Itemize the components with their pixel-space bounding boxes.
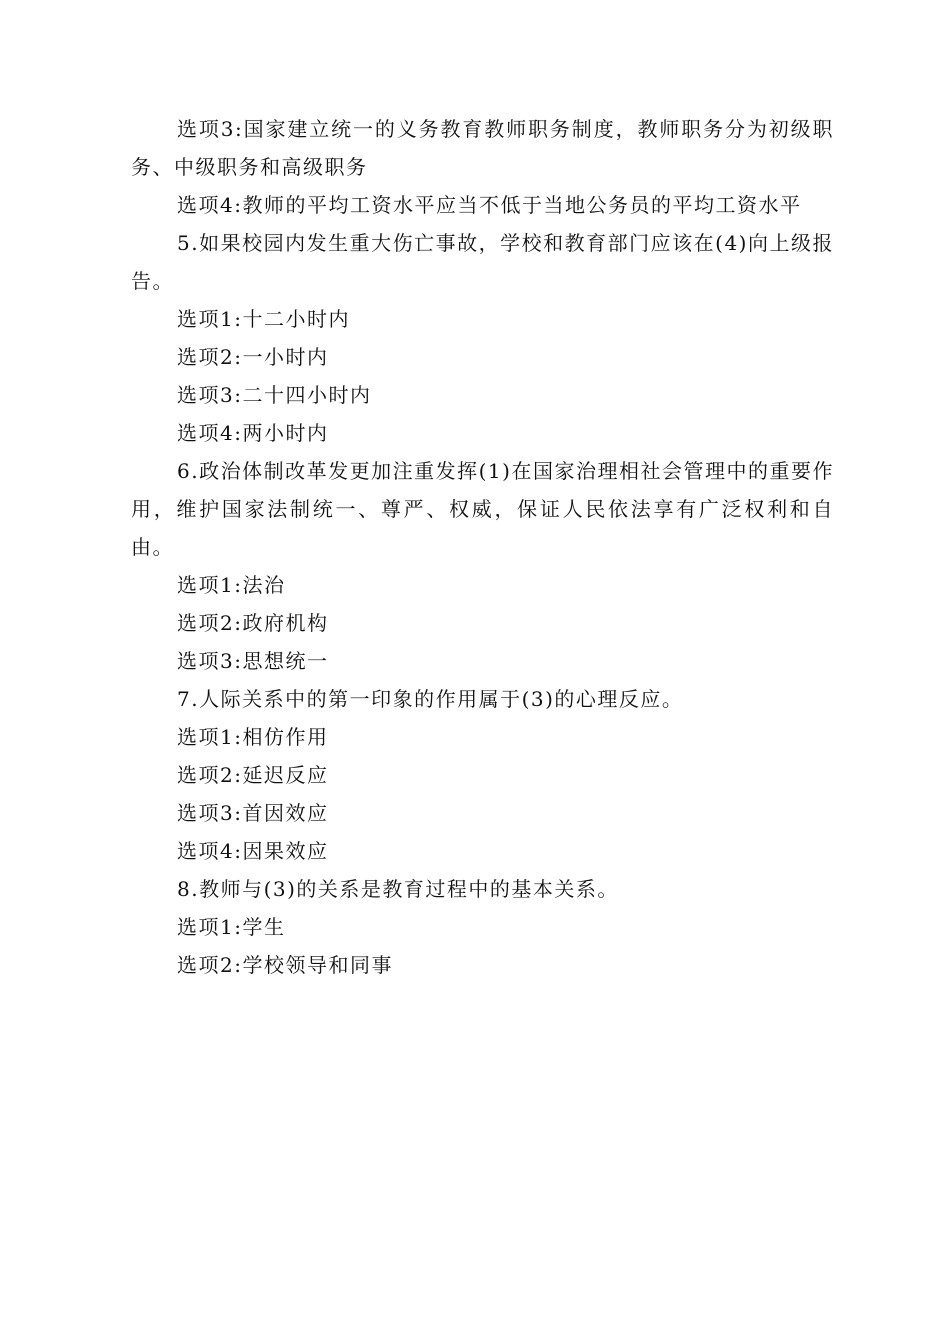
option-paragraph: 选项3:国家建立统一的义务教育教师职务制度，教师职务分为初级职务、中级职务和高级职务 [131,117,834,179]
option-paragraph: 选项1:相仿作用 [177,725,329,749]
option-paragraph: 选项1:学生 [177,915,286,939]
option-paragraph: 选项4:两小时内 [177,421,329,445]
option-paragraph: 选项4:教师的平均工资水平应当不低于当地公务员的平均工资水平 [177,193,802,217]
option-paragraph: 选项2:延迟反应 [177,763,329,787]
option-paragraph: 选项3:思想统一 [177,649,329,673]
document-body [131,110,834,984]
option-paragraph: 选项1:法治 [177,573,286,597]
option-paragraph: 选项2:一小时内 [177,345,329,369]
question-paragraph: 5.如果校园内发生重大伤亡事故，学校和教育部门应该在(4)向上级报告。 [131,231,834,293]
option-paragraph: 选项3:首因效应 [177,801,329,825]
option-paragraph: 选项3:二十四小时内 [177,383,372,407]
option-paragraph: 选项2:学校领导和同事 [177,953,393,977]
option-paragraph: 选项4:因果效应 [177,839,329,863]
question-paragraph: 7.人际关系中的第一印象的作用属于(3)的心理反应。 [177,687,684,711]
question-paragraph: 6.政治体制改革发更加注重发挥(1)在国家治理相社会管理中的重要作用，维护国家法制统一、尊严、权威，保证人民依法享有广泛权利和自由。 [131,459,834,559]
option-paragraph: 选项2:政府机构 [177,611,329,635]
option-paragraph: 选项1:十二小时内 [177,307,350,331]
question-paragraph: 8.教师与(3)的关系是教育过程中的基本关系。 [177,877,619,901]
